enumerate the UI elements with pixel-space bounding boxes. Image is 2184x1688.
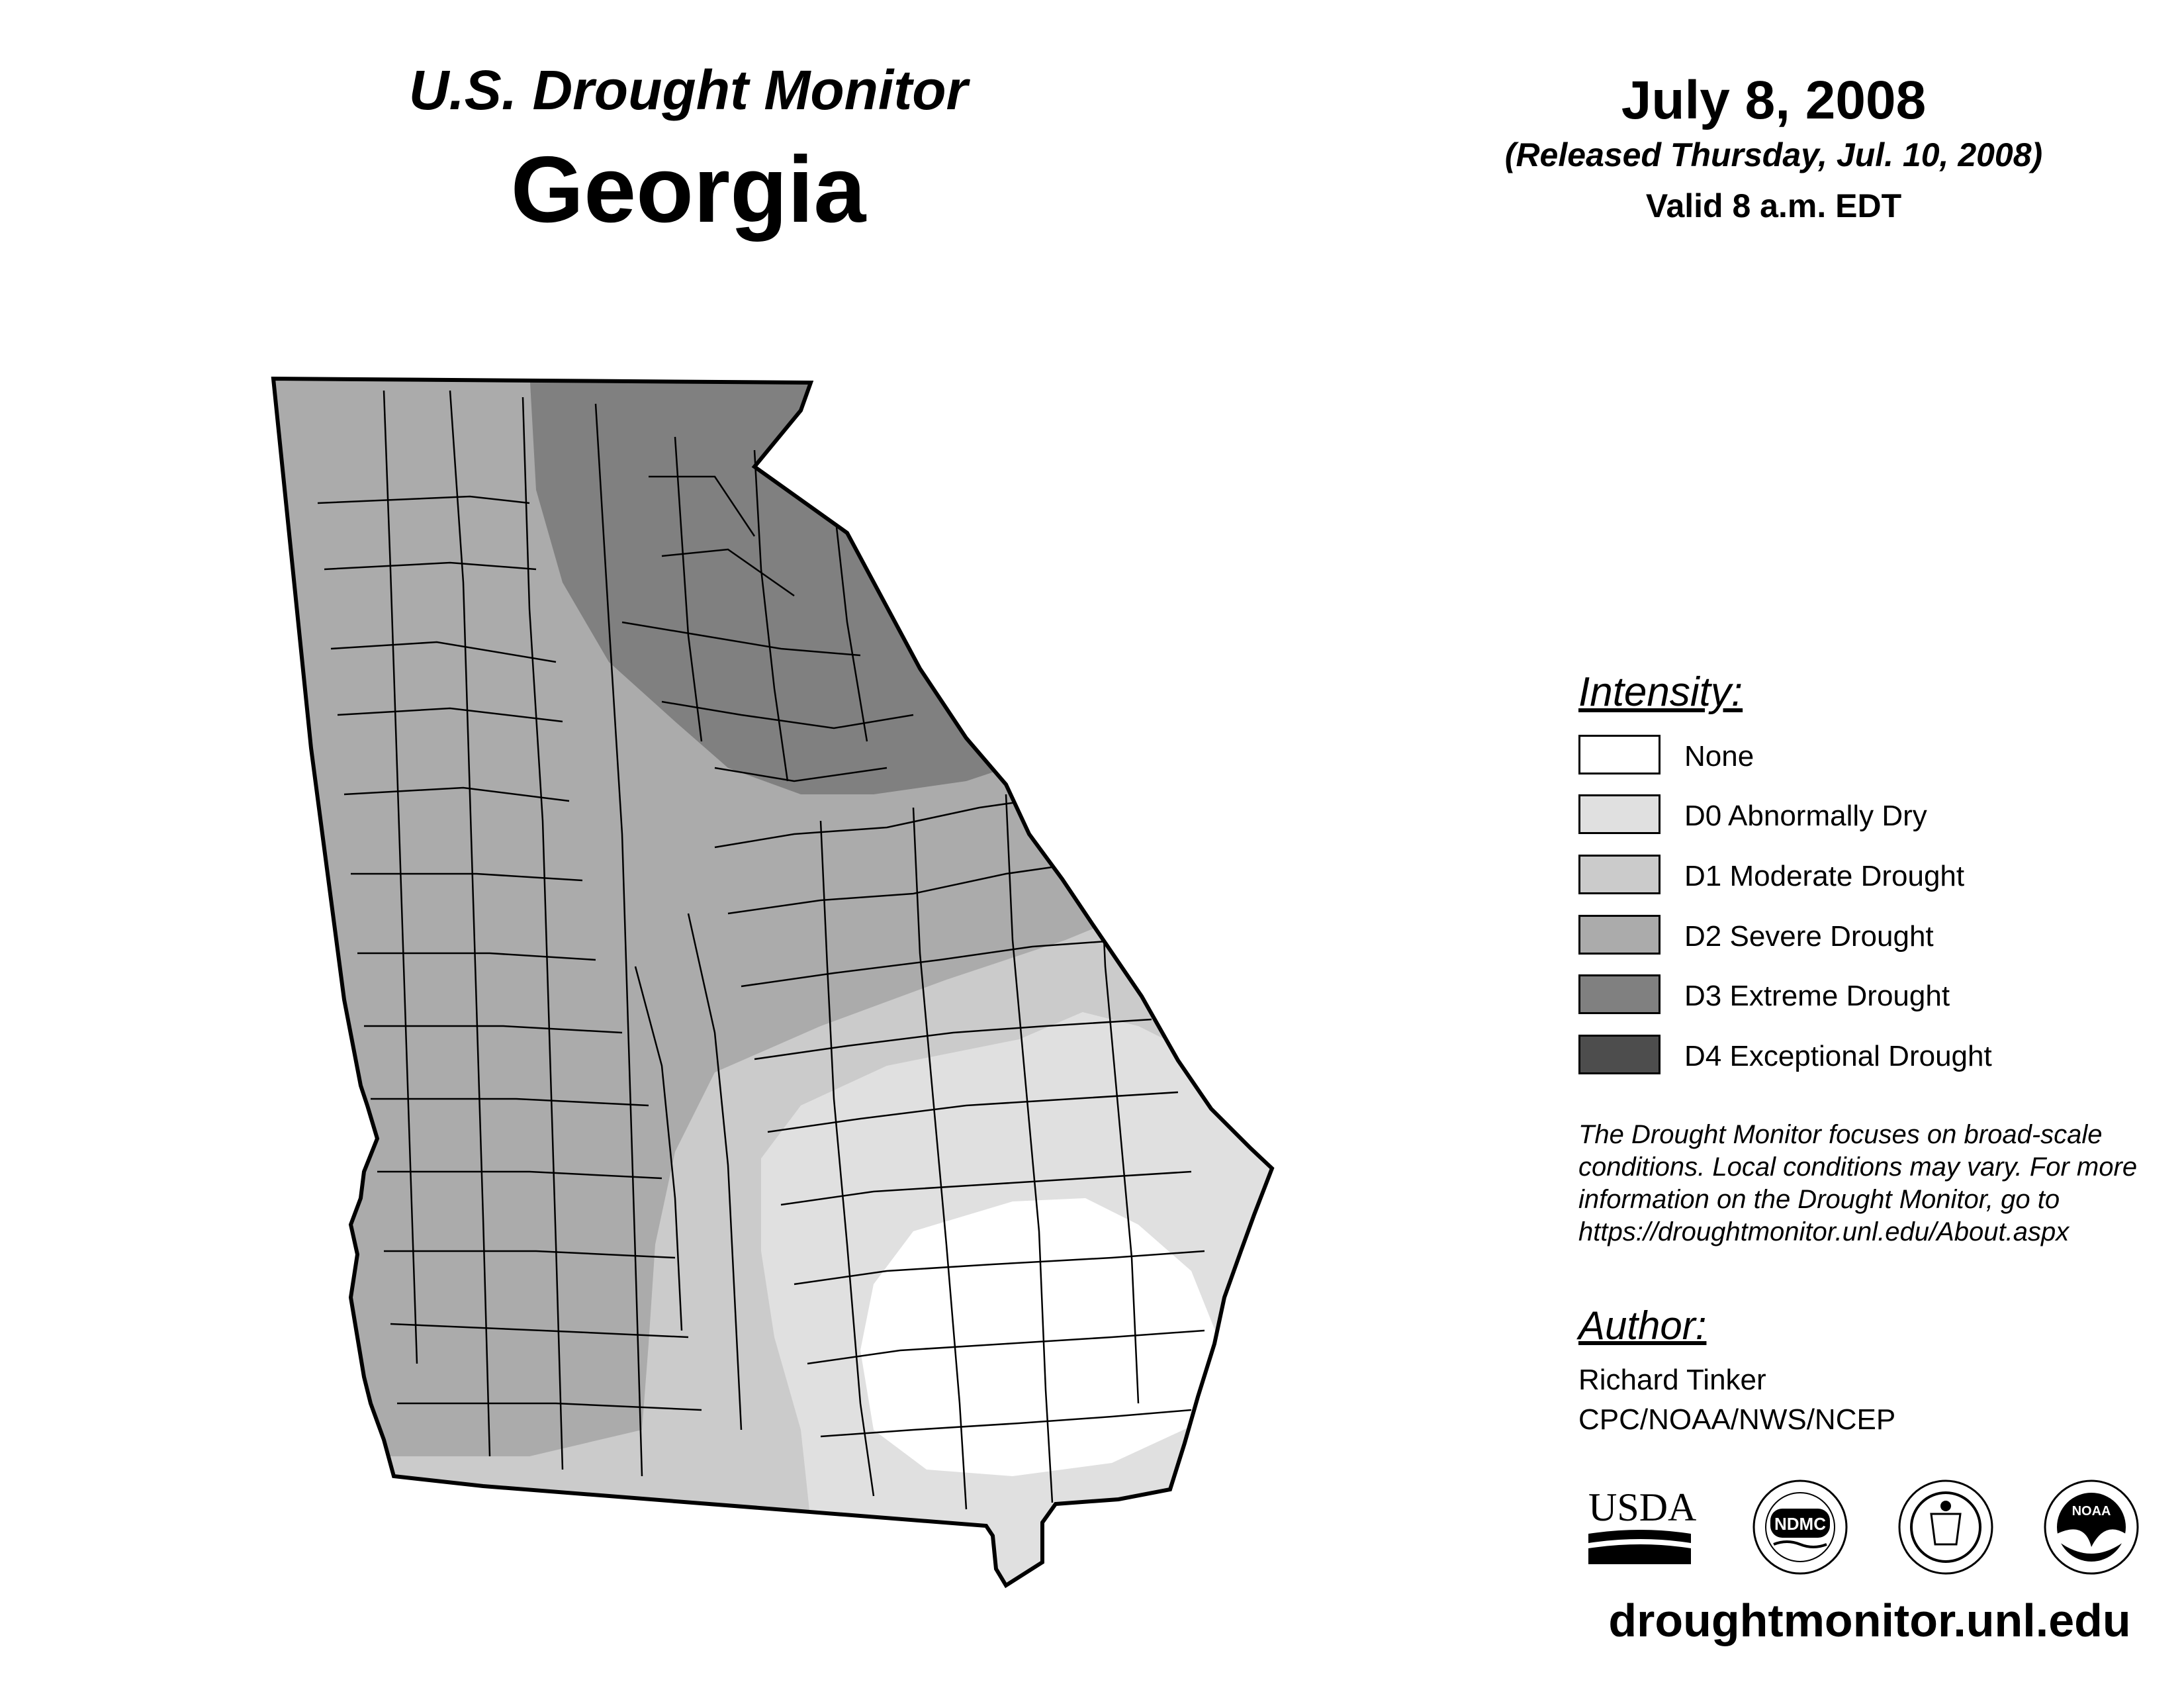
- department-of-commerce-seal-icon: [1899, 1481, 1992, 1573]
- legend-swatch: [1578, 915, 1661, 955]
- noaa-logo-text: NOAA: [2071, 1504, 2111, 1519]
- georgia-drought-map: [251, 371, 1330, 1615]
- legend-title: Intensity:: [1578, 669, 1743, 715]
- legend-label: D0 Abnormally Dry: [1684, 800, 1927, 832]
- ndmc-logo: [1754, 1481, 1846, 1573]
- legend-label: D4 Exceptional Drought: [1684, 1040, 1992, 1072]
- valid-time: Valid 8 a.m. EDT: [1645, 187, 1902, 224]
- map-date: July 8, 2008: [1621, 70, 1927, 130]
- legend-swatch: [1578, 1035, 1661, 1074]
- legend-label: None: [1684, 740, 1754, 773]
- legend-swatch: [1578, 735, 1661, 774]
- author-organization: CPC/NOAA/NWS/NCEP: [1578, 1403, 1896, 1436]
- usda-logo-text: USDA: [1588, 1485, 1697, 1529]
- legend-swatch: [1578, 855, 1661, 894]
- legend-swatch: [1578, 794, 1661, 834]
- usda-logo: [1588, 1485, 1696, 1564]
- agency-logos: [1588, 1479, 2171, 1579]
- legend-label: D1 Moderate Drought: [1684, 860, 1965, 892]
- author-name: Richard Tinker: [1578, 1364, 1766, 1396]
- website-url[interactable]: droughtmonitor.unl.edu: [1608, 1595, 2131, 1646]
- noaa-logo: [2045, 1481, 2138, 1573]
- disclaimer-text: The Drought Monitor focuses on broad-scale conditions. Local conditions may vary. For more information on the Drought Monitor, go to https://droughtmonitor.unl.edu/About.aspx: [1578, 1120, 2138, 1246]
- state-name: Georgia: [510, 137, 866, 242]
- legend-label: D2 Severe Drought: [1684, 920, 1934, 953]
- release-date: (Released Thursday, Jul. 10, 2008): [1504, 136, 2043, 173]
- author-heading: Author:: [1578, 1303, 1707, 1348]
- map-title: U.S. Drought Monitor: [408, 59, 968, 121]
- legend-swatch: [1578, 974, 1661, 1014]
- ndmc-logo-text: NDMC: [1774, 1514, 1826, 1534]
- drought-zones: [251, 371, 1330, 1615]
- legend-label: D3 Extreme Drought: [1684, 980, 1950, 1012]
